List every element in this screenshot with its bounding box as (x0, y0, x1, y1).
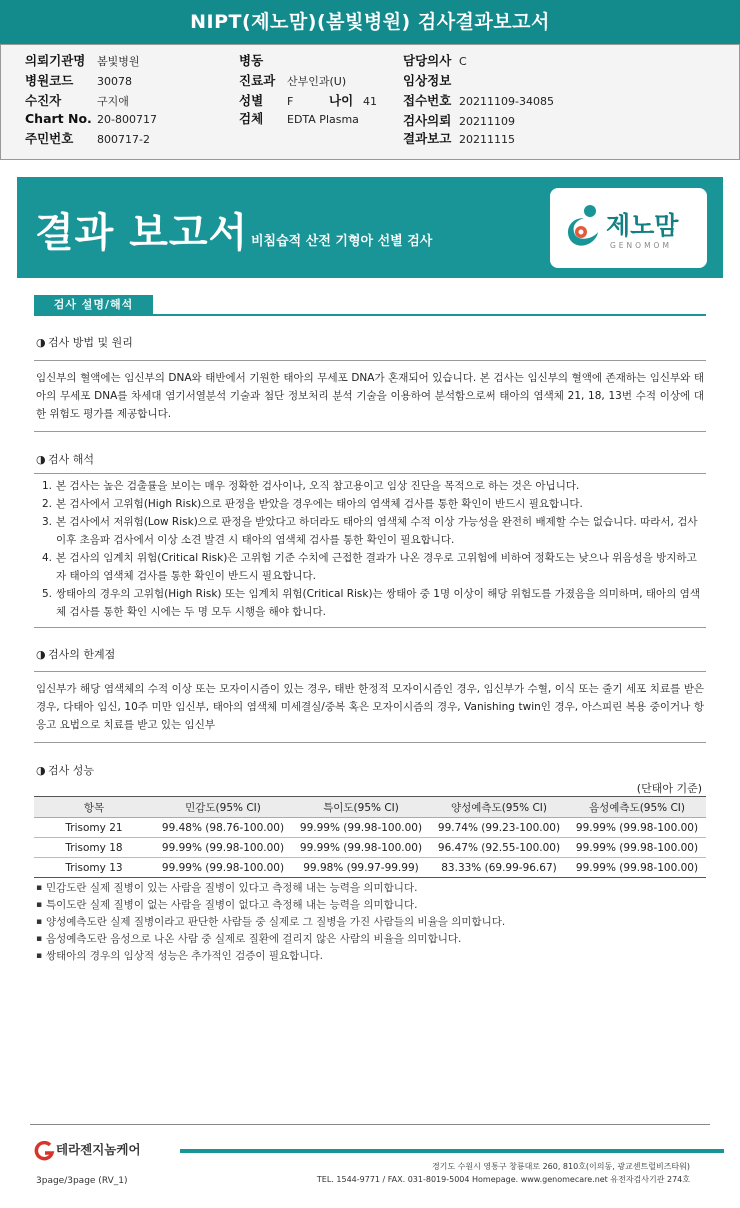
info-institution: 의뢰기관명 봄빛병원 (25, 53, 140, 68)
genomom-mother-icon (562, 204, 602, 248)
table-cell: 99.99% (99.98-100.00) (292, 818, 430, 838)
list-item: 5. 쌍태아의 경우의 고위험(High Risk) 또는 임계치 위험(Critical Risk)는 쌍태아 중 1명 이상이 해당 위험도를 가졌음을 의미하며, 태아의 염색체 검사를 통한 확인 시에는 두 명 모두 시행을 해야 합니다. (42, 588, 700, 618)
half-circle-icon: ◑ (36, 453, 46, 466)
footer-address: 경기도 수원시 영통구 창룡대로 260, 810호(이의동, 광교센트럴비즈타워) TEL. 1544-9771 / FAX. 031-8019-5004 Homepage. www.genomecare.net 유전자검사기관 274호 (316, 1162, 690, 1184)
info-ward: 병동 (239, 53, 264, 68)
table-row (34, 838, 706, 858)
limitations-heading: ◑ 검사의 한계점 (36, 648, 116, 661)
column-header: 음성예측도(95% CI) (568, 797, 706, 818)
column-header: 민감도(95% CI) (154, 797, 292, 818)
info-age: 나이 41 (329, 93, 377, 108)
section-tab: 검사 설명/해석 (34, 295, 153, 315)
interpretation-list (36, 477, 704, 621)
method-text: 임신부의 혈액에는 임신부의 DNA와 태반에서 기원한 태아의 무세포 DNA가 혼재되어 있습니다. 본 검사는 임신부의 혈액에 존재하는 임신부와 태아의 무세포 DNA를 차세대 염기서열분석 기술과 첨단 정보처리 분석 기술을 이용하여 분석함으로써 태아의 염색체 21, 18, 13번 수적 이상에 대한 위험도 평가를 제공합니다. (36, 372, 704, 420)
divider (34, 431, 706, 432)
interpretation-heading: ◑ 검사 해석 (36, 453, 95, 466)
info-report-date: 결과보고 20211115 (403, 131, 515, 146)
table-cell: Trisomy 18 (34, 838, 154, 858)
list-item: 3. 본 검사에서 저위험(Low Risk)으로 판정을 받았다고 하더라도 태아의 염색체 수적 이상 가능성을 완전히 배제할 수는 없습니다. 따라서, 검사 이후 초음파 검사에서 이상 소견 발견 시 태아의 염색체 검사를 통한 확인이 필요합니다. (42, 516, 698, 546)
table-cell: 99.99% (99.98-100.00) (568, 838, 706, 858)
half-circle-icon: ◑ (36, 336, 46, 349)
divider (34, 473, 706, 474)
table-cell: 96.47% (92.55-100.00) (430, 838, 568, 858)
table-cell: 99.48% (98.76-100.00) (154, 818, 292, 838)
page-number: 3page/3page (RV_1) (36, 1176, 128, 1186)
limitations-text: 임신부가 해당 염색체의 수적 이상 또는 모자이시즘이 있는 경우, 태반 한정적 모자이시즘인 경우, 임신부가 수혈, 이식 또는 줄기 세포 치료를 받은 경우, 다태아 임신, 10주 미만 임신부, 태아의 염색체 미세결실/중복 혹은 모자이시즘의 경우, Vanishing twin인 경우, 아스피린 복용 중이거나 항 응고 요법으로 치료를 받고 있는 임신부 (36, 683, 704, 731)
table-cell: 99.74% (99.23-100.00) (430, 818, 568, 838)
divider (34, 671, 706, 672)
banner-subtitle: 비침습적 산전 기형아 선별 검사 (251, 234, 433, 249)
genomom-logo (550, 188, 707, 268)
note-item: ▪ 음성예측도란 음성으로 나온 사람 중 실제로 질환에 걸리지 않은 사람의 비율을 의미합니다. (36, 931, 505, 948)
info-resident-no: 주민번호 800717-2 (25, 131, 150, 146)
info-doctor: 담당의사 C (403, 53, 467, 68)
info-clinical: 임상정보 (403, 73, 452, 88)
note-item: ▪ 민감도란 실제 질병이 있는 사람을 질병이 있다고 측정해 내는 능력을 의미합니다. (36, 880, 505, 897)
table-cell: 99.99% (99.98-100.00) (568, 818, 706, 838)
table-cell: 99.98% (99.97-99.99) (292, 858, 430, 878)
table-row (34, 858, 706, 878)
logo-text-en: GENOMOM (610, 241, 672, 250)
footer-teal-bar (180, 1149, 724, 1153)
info-chart-no: Chart No. 20-800717 (25, 111, 157, 126)
table-cell: 99.99% (99.98-100.00) (568, 858, 706, 878)
table-cell: 99.99% (99.98-100.00) (154, 838, 292, 858)
method-heading: ◑ 검사 방법 및 원리 (36, 336, 133, 349)
note-item: ▪ 양성예측도란 실제 질병이라고 판단한 사람들 중 실제로 그 질병을 가진 사람들의 비율을 의미합니다. (36, 914, 505, 931)
table-cell: 99.99% (99.98-100.00) (292, 838, 430, 858)
table-cell: 83.33% (69.99-96.67) (430, 858, 568, 878)
info-specimen: 검체 EDTA Plasma (239, 111, 359, 126)
company-g-icon (32, 1141, 56, 1161)
unit-note: (단태아 기준) (636, 782, 702, 795)
info-request-date: 검사의뢰 20211109 (403, 113, 515, 128)
info-sex: 성별 F (239, 93, 294, 108)
footer-divider (30, 1124, 710, 1125)
section-divider (34, 314, 706, 316)
banner-title: 결과 보고서 (35, 210, 249, 256)
performance-notes (36, 880, 505, 965)
half-circle-icon: ◑ (36, 648, 46, 661)
half-circle-icon: ◑ (36, 764, 46, 777)
result-banner (17, 177, 723, 278)
column-header: 특이도(95% CI) (292, 797, 430, 818)
list-item: 1. 본 검사는 높은 검출률을 보이는 매우 정확한 검사이나, 오직 참고용이고 임상 진단을 목적으로 하는 것은 아닙니다. (42, 480, 580, 492)
table-cell: Trisomy 13 (34, 858, 154, 878)
table-cell: 99.99% (99.98-100.00) (154, 858, 292, 878)
note-item: ▪ 쌍태아의 경우의 임상적 성능은 추가적인 검증이 필요합니다. (36, 948, 505, 965)
report-title: NIPT(제노맘)(봄빛병원) 검사결과보고서 (0, 0, 740, 44)
table-header-row (34, 797, 706, 818)
company-logo: 테라젠지놈케어 (32, 1140, 141, 1161)
table-cell: Trisomy 21 (34, 818, 154, 838)
logo-text-ko: 제노맘 (606, 211, 679, 240)
patient-info-box (0, 44, 740, 160)
column-header: 양성예측도(95% CI) (430, 797, 568, 818)
table-row (34, 818, 706, 838)
column-header: 항목 (34, 797, 154, 818)
info-department: 진료과 산부인과(U) (239, 73, 347, 88)
list-item: 4. 본 검사의 임계치 위험(Critical Risk)은 고위험 기준 수치에 근접한 결과가 나온 경우로 고위험에 비하여 정확도는 낮으나 위음성을 방지하고자 태아의 염색체 검사를 통한 확인이 반드시 필요합니다. (42, 552, 697, 582)
note-item: ▪ 특이도란 실제 질병이 없는 사람을 질병이 없다고 측정해 내는 능력을 의미합니다. (36, 897, 505, 914)
performance-table (34, 796, 706, 878)
divider (34, 742, 706, 743)
divider (34, 360, 706, 361)
info-receipt-no: 접수번호 20211109-34085 (403, 93, 554, 108)
list-item: 2. 본 검사에서 고위험(High Risk)으로 판정을 받았을 경우에는 태아의 염색체 검사를 통한 확인이 반드시 필요합니다. (42, 498, 583, 510)
info-hospital-code: 병원코드 30078 (25, 73, 132, 88)
performance-heading: ◑ 검사 성능 (36, 764, 95, 777)
info-patient-name: 수진자 구지애 (25, 93, 129, 108)
divider (34, 627, 706, 628)
